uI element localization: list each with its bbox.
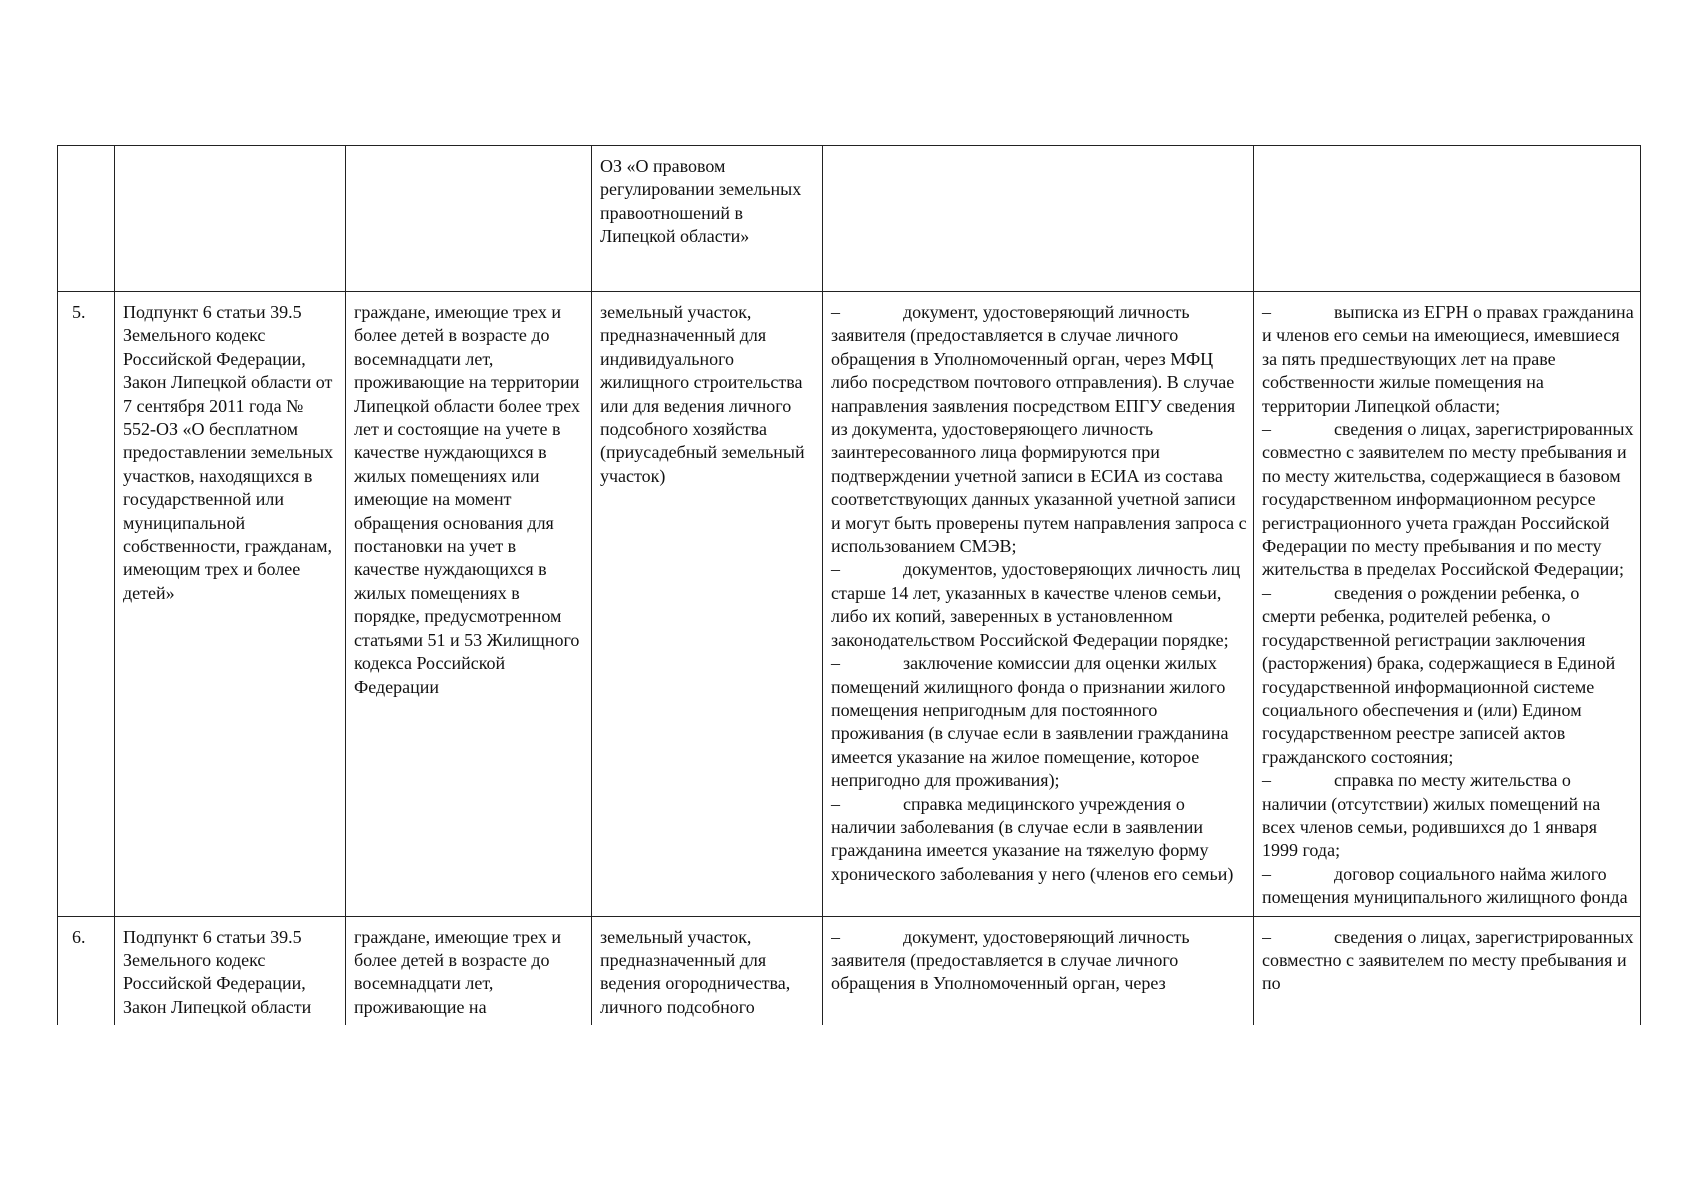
document-item: – сведения о лицах, зарегистрированных совместно с заявителем по месту пребывания и по [1262, 926, 1634, 994]
applicant-documents-cell [823, 916, 1254, 1025]
applicant-category-cell: граждане, имеющие трех и более детей в возрасте до восемнадцати лет, проживающие на [346, 916, 592, 1025]
row-number-cell: 6. [58, 916, 115, 1025]
document-item: – документ, удостоверяющий личность заявителя (предоставляется в случае личного обращения в Уполномоченный орган, через [831, 926, 1190, 994]
table-row [58, 292, 1641, 917]
dash-marker: – [1262, 582, 1271, 603]
table-row [58, 146, 1641, 292]
document-item: – договор социального найма жилого помещения муниципального жилищного фонда [1262, 863, 1628, 908]
requested-documents-cell [1254, 146, 1641, 292]
legal-basis-cell: Подпункт 6 статьи 39.5 Земельного кодекс Российской Федерации, Закон Липецкой области [115, 916, 346, 1025]
dash-marker: – [831, 302, 840, 322]
legal-basis-cell: Подпункт 6 статьи 39.5 Земельного кодекс Российской Федерации, Закон Липецкой области от 7 сентября 2011 года № 552-ОЗ «О бесплатном предоставлении земельных участков, находящихся в государственной или муниципальной собственности, гражданам, имеющим трех и более детей» [115, 292, 346, 917]
document-item: – документ, удостоверяющий личность заявителя (предоставляется в случае личного обращения в Уполномоченный орган, через МФЦ либо посредством почтового отправления). В случае направления заявления посредством ЕПГУ сведения из документа, удостоверяющего личность заинтересованного лица формируются при подтверждении учетной записи в ЕСИА из состава соответствующих данных указанной учетной записи и могут быть проверены путем направления запроса с использованием СМЭВ; [831, 302, 1247, 557]
document-item: – заключение комиссии для оценки жилых помещений жилищного фонда о признании жилого помещения непригодным для постоянного проживания (в случае если в заявлении гражданина имеется указание на жилое помещение, которое непригодно для проживания); [831, 653, 1229, 791]
land-purpose-cell: ОЗ «О правовом регулировании земельных правоотношений в Липецкой области» [592, 146, 823, 292]
applicant-category-cell [346, 146, 592, 292]
table-row [58, 916, 1641, 1025]
dash-marker: – [831, 926, 840, 947]
legal-basis-cell [115, 146, 346, 292]
dash-marker: – [831, 793, 840, 814]
applicant-category-cell: граждане, имеющие трех и более детей в возрасте до восемнадцати лет, проживающие на территории Липецкой области более трех лет и состоящие на учете в качестве нуждающихся в жилых помещениях или имеющие на момент обращения основания для постановки на учет в качестве нуждающихся в жилых помещениях в порядке, предусмотренном статьями 51 и 53 Жилищного кодекса Российской Федерации [346, 292, 592, 917]
dash-marker: – [831, 653, 840, 674]
document-item: – справка по месту жительства о наличии (отсутствии) жилых помещений на всех членов семьи, родившихся до 1 января 1999 года; [1262, 770, 1601, 861]
dash-marker: – [1262, 770, 1271, 791]
dash-marker: – [1262, 863, 1271, 884]
requested-documents-cell [1254, 916, 1641, 1025]
document-item: – сведения о рождении ребенка, о смерти ребенка, родителей ребенка, о государственной регистрации заключения (расторжения) брака, содержащиеся в Единой государственной информационной системе социального обеспечения и (или) Едином государственном реестре записей актов гражданского состояния; [1262, 582, 1616, 767]
document-table [57, 145, 1641, 1025]
dash-marker: – [1262, 419, 1271, 440]
dash-marker: – [831, 559, 840, 580]
document-item: – сведения о лицах, зарегистрированных совместно с заявителем по месту пребывания и по месту жительства, содержащиеся в базовом государственном информационном ресурсе регистрационного учета граждан Российской Федерации по месту пребывания и по месту жительства в пределах Российской Федерации; [1262, 419, 1634, 580]
dash-marker: – [1262, 926, 1271, 947]
document-item: – выписка из ЕГРН о правах гражданина и членов его семьи на имеющиеся, имевшиеся за пять предшествующих лет на праве собственности жилые помещения на территории Липецкой области; [1262, 302, 1634, 416]
requested-documents-cell [1254, 292, 1641, 917]
land-purpose-cell: земельный участок, предназначенный для индивидуального жилищного строительства или для ведения личного подсобного хозяйства (приусадебный земельный участок) [592, 292, 823, 917]
row-number-cell [58, 146, 115, 292]
row-number-cell: 5. [58, 292, 115, 917]
land-purpose-cell: земельный участок, предназначенный для ведения огородничества, личного подсобного [592, 916, 823, 1025]
document-item: – документов, удостоверяющих личность лиц старше 14 лет, указанных в качестве членов семьи, либо их копий, заверенных в установленном законодательством Российской Федерации порядке; [831, 559, 1241, 650]
document-item: – справка медицинского учреждения о наличии заболевания (в случае если в заявлении гражданина имеется указание на тяжелую форму хронического заболевания у него (членов его семьи) [831, 793, 1234, 884]
dash-marker: – [1262, 302, 1271, 322]
applicant-documents-cell [823, 292, 1254, 917]
applicant-documents-cell [823, 146, 1254, 292]
